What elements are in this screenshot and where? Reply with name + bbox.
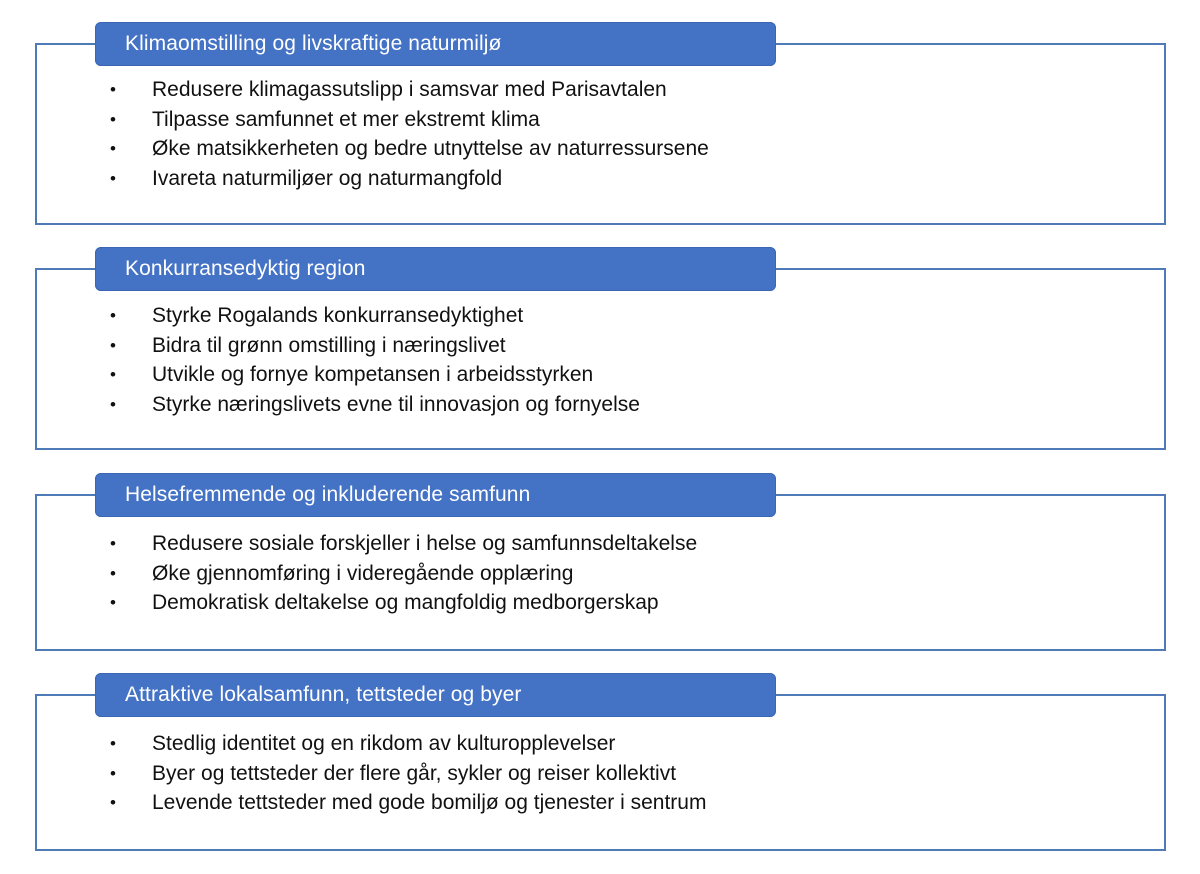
bullet-text: Øke matsikkerheten og bedre utnyttelse av naturressursene (152, 137, 709, 161)
section-title: Klimaomstilling og livskraftige naturmiljø (125, 32, 502, 55)
bullet-text: Utvikle og fornye kompetansen i arbeidsstyrken (152, 363, 594, 387)
bullet-dot-icon: • (110, 139, 116, 159)
bullet-item (108, 301, 640, 331)
bullet-list (108, 301, 640, 420)
bullet-item (108, 134, 709, 164)
bullet-dot-icon: • (110, 306, 116, 325)
bullet-list (108, 729, 706, 818)
bullet-dot-icon: • (110, 80, 116, 99)
bullet-text: Styrke næringslivets evne til innovasjon og fornyelse (152, 393, 640, 417)
bullet-text: Redusere klimagassutslipp i samsvar med Parisavtalen (152, 78, 667, 101)
bullet-text: Stedlig identitet og en rikdom av kulturopplevelser (152, 732, 616, 755)
bullet-text: Øke gjennomføring i videregående opplæring (152, 561, 574, 585)
bullet-dot-icon: • (110, 534, 116, 553)
bullet-item (108, 75, 709, 105)
bullet-item (108, 729, 706, 759)
bullet-list (108, 75, 709, 194)
bullet-text: Tilpasse samfunnet et mer ekstremt klima (152, 107, 540, 131)
bullet-dot-icon: • (110, 395, 116, 415)
bullet-text: Demokratisk deltakelse og mangfoldig medborgerskap (152, 591, 659, 615)
bullet-item (108, 588, 697, 618)
bullet-dot-icon: • (110, 763, 116, 783)
section-header (95, 473, 776, 517)
bullet-item (108, 105, 709, 135)
bullet-dot-icon: • (110, 109, 116, 129)
section-header (95, 247, 776, 291)
bullet-item (108, 559, 697, 589)
bullet-dot-icon: • (110, 365, 116, 385)
bullet-item (108, 331, 640, 361)
section-title: Helsefremmende og inkluderende samfunn (125, 483, 531, 506)
bullet-text: Levende tettsteder med gode bomiljø og tjenester i sentrum (152, 791, 707, 815)
section-title: Attraktive lokalsamfunn, tettsteder og byer (125, 683, 522, 706)
bullet-item (108, 788, 706, 818)
bullet-dot-icon: • (110, 734, 116, 753)
bullet-item (108, 164, 709, 194)
bullet-text: Ivareta naturmiljøer og naturmangfold (152, 167, 503, 191)
bullet-item (108, 529, 697, 559)
bullet-text: Bidra til grønn omstilling i næringslivet (152, 333, 506, 357)
bullet-text: Styrke Rogalands konkurransedyktighet (152, 304, 524, 327)
section-title: Konkurransedyktig region (125, 257, 366, 280)
section-header (95, 22, 776, 66)
bullet-text: Redusere sosiale forskjeller i helse og samfunnsdeltakelse (152, 532, 698, 555)
section-header (95, 673, 776, 717)
bullet-dot-icon: • (110, 169, 116, 189)
bullet-item (108, 390, 640, 420)
bullet-item (108, 360, 640, 390)
bullet-dot-icon: • (110, 593, 116, 613)
bullet-dot-icon: • (110, 793, 116, 813)
bullet-text: Byer og tettsteder der flere går, sykler og reiser kollektivt (152, 761, 677, 785)
bullet-dot-icon: • (110, 335, 116, 355)
bullet-item (108, 759, 706, 789)
bullet-list (108, 529, 697, 618)
bullet-dot-icon: • (110, 563, 116, 583)
